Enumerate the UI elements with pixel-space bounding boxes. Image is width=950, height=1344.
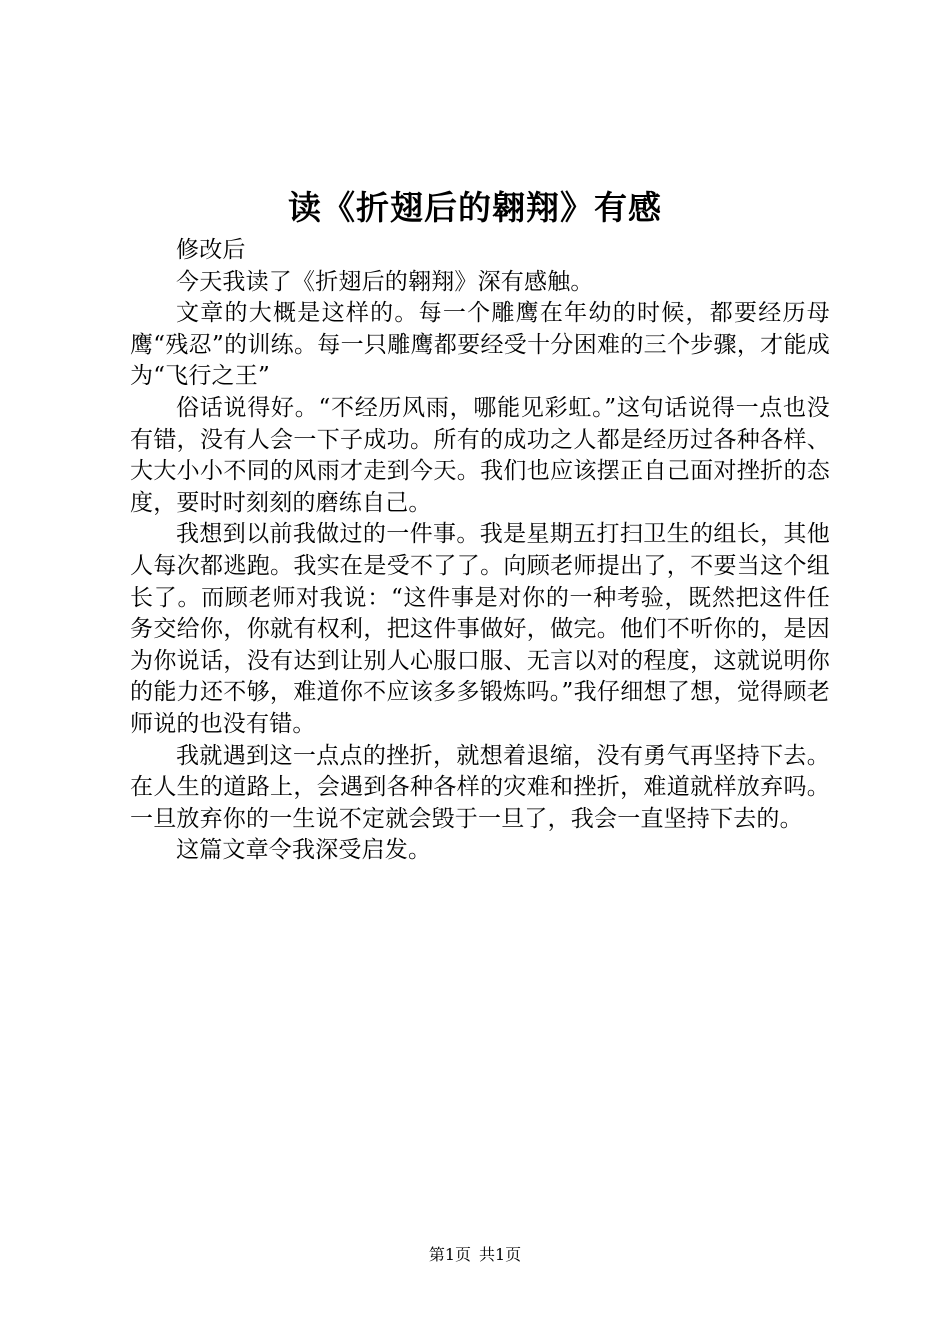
paragraph-proverb: 俗话说得好。“不经历风雨，哪能见彩虹。”这句话说得一点也没有错，没有人会一下子成功。所有的成功之人都是经历过各种各样、大大小小不同的风雨才走到今天。我们也应该摆正自己面对挫折的态度，要时时刻刻的磨练自己。 [130, 394, 830, 516]
document-body [130, 235, 830, 867]
paragraph-story: 我想到以前我做过的一件事。我是星期五打扫卫生的组长，其他人每次都逃跑。我实在是受不了了。向顾老师提出了，不要当这个组长了。而顾老师对我说：“这件事是对你的一种考验，既然把这件任务交给你，你就有权利，把这件事做好，做完。他们不听你的，是因为你说话，没有达到让别人心服口服、无言以对的程度，这就说明你的能力还不够，难道你不应该多多锻炼吗。”我仔细想了想，觉得顾老师说的也没有错。 [130, 521, 830, 737]
page-number-total: 共1页 [479, 1245, 522, 1264]
page-footer [0, 1244, 950, 1266]
paragraph-conclusion: 这篇文章令我深受启发。 [176, 837, 432, 864]
page-number-current: 第1页 [428, 1245, 471, 1264]
document-title: 读《折翅后的翱翔》有感 [288, 188, 662, 227]
paragraph-summary: 文章的大概是这样的。每一个雕鹰在年幼的时候，都要经历母鹰“残忍”的训练。每一只雕鹰都要经受十分困难的三个步骤，才能成为“飞行之王” [130, 300, 830, 390]
paragraph-revision-note: 修改后 [176, 237, 246, 263]
paragraph-intro: 今天我读了《折翅后的翱翔》深有感触。 [176, 268, 594, 295]
paragraph-reflection: 我就遇到这一点点的挫折，就想着退缩，没有勇气再坚持下去。在人生的道路上，会遇到各种各样的灾难和挫折，难道就样放弃吗。一旦放弃你的一生说不定就会毁于一旦了，我会一直坚持下去的。 [130, 742, 830, 832]
